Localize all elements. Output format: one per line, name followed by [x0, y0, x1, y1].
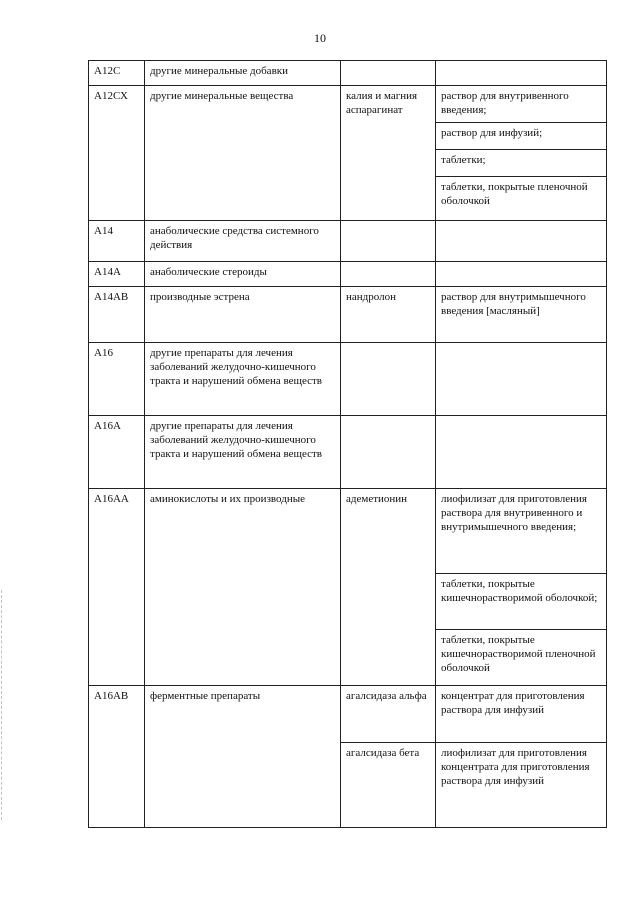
dosage-form-cell: раствор для инфузий; [436, 123, 607, 150]
dosage-form-cell [436, 262, 607, 287]
group-name-cell: производные эстрена [145, 287, 341, 343]
table-row [89, 221, 607, 262]
dosage-form-cell: таблетки, покрытые пленочной оболочкой [436, 177, 607, 221]
group-name-cell: ферментные препараты [145, 686, 341, 828]
page-number: 10 [314, 31, 326, 45]
atc-code-cell: А12С [89, 61, 145, 86]
atc-code-cell: А14 [89, 221, 145, 262]
substance-cell: калия и магния аспарагинат [341, 86, 436, 221]
atc-code-cell: А16АВ [89, 686, 145, 828]
scan-margin-mark [1, 590, 5, 820]
atc-code-cell: А16А [89, 416, 145, 489]
drug-classification-table [88, 60, 607, 828]
table-row [89, 262, 607, 287]
substance-cell: агалсидаза бета [341, 743, 436, 828]
dosage-form-cell: лиофилизат для приготовления концентрата для приготовления раствора для инфузий [436, 743, 607, 828]
atc-code-cell: А14АВ [89, 287, 145, 343]
substance-cell [341, 221, 436, 262]
atc-code-cell: А12СХ [89, 86, 145, 221]
table-row [89, 489, 607, 574]
group-name-cell: анаболические стероиды [145, 262, 341, 287]
dosage-form-cell: концентрат для приготовления раствора для инфузий [436, 686, 607, 743]
atc-code-cell: А14А [89, 262, 145, 287]
table-row [89, 86, 607, 123]
group-name-cell: другие препараты для лечения заболеваний желудочно-кишечного тракта и нарушений обмена веществ [145, 416, 341, 489]
dosage-form-cell [436, 343, 607, 416]
substance-cell: нандролон [341, 287, 436, 343]
table-row [89, 686, 607, 743]
atc-code-cell: А16 [89, 343, 145, 416]
dosage-form-cell: лиофилизат для приготовления раствора для внутривенного и внутримышечного введения; [436, 489, 607, 574]
dosage-form-cell [436, 416, 607, 489]
dosage-form-cell: таблетки, покрытые кишечнорастворимой оболочкой; [436, 574, 607, 630]
substance-cell [341, 61, 436, 86]
substance-cell [341, 343, 436, 416]
dosage-form-cell: раствор для внутривенного введения; [436, 86, 607, 123]
table-row [89, 61, 607, 86]
dosage-form-cell [436, 221, 607, 262]
group-name-cell: другие минеральные добавки [145, 61, 341, 86]
substance-cell: адеметионин [341, 489, 436, 686]
dosage-form-cell: раствор для внутримышечного введения [масляный] [436, 287, 607, 343]
substance-cell [341, 416, 436, 489]
group-name-cell: другие препараты для лечения заболеваний желудочно-кишечного тракта и нарушений обмена веществ [145, 343, 341, 416]
table-row [89, 287, 607, 343]
table-row [89, 343, 607, 416]
substance-cell: агалсидаза альфа [341, 686, 436, 743]
dosage-form-cell [436, 61, 607, 86]
dosage-form-cell: таблетки, покрытые кишечнорастворимой пленочной оболочкой [436, 630, 607, 686]
group-name-cell: анаболические средства системного действия [145, 221, 341, 262]
group-name-cell: аминокислоты и их производные [145, 489, 341, 686]
group-name-cell: другие минеральные вещества [145, 86, 341, 221]
substance-cell [341, 262, 436, 287]
dosage-form-cell: таблетки; [436, 150, 607, 177]
atc-code-cell: А16АА [89, 489, 145, 686]
table-row [89, 416, 607, 489]
